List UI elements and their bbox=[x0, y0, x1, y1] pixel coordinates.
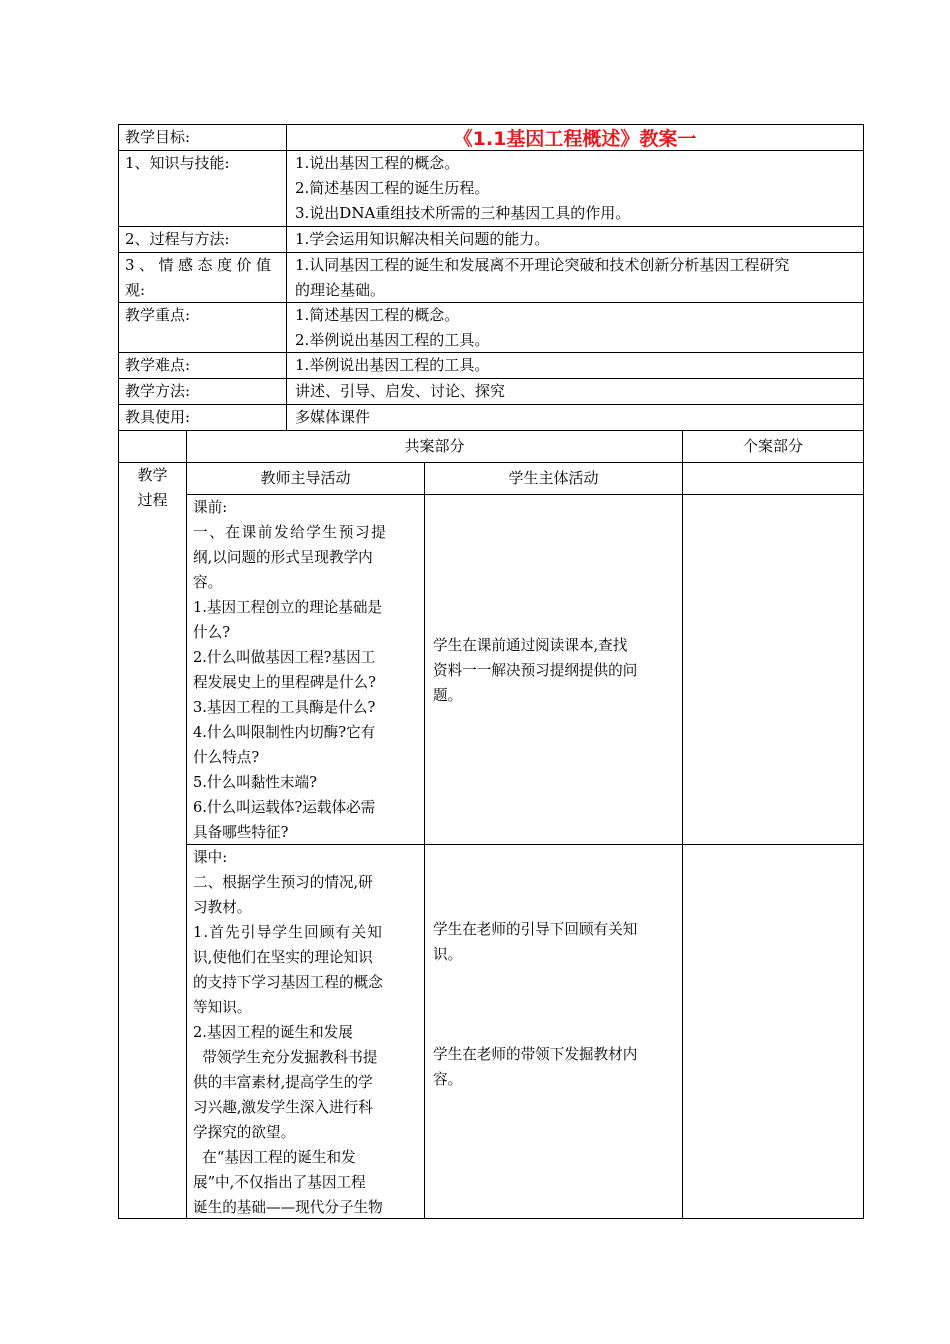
table-border-top bbox=[118, 124, 864, 125]
attitude-item: 1.认同基因工程的诞生和发展离不开理论突破和技术创新分析基因工程研究 bbox=[295, 256, 790, 274]
key-points-items bbox=[295, 303, 489, 353]
knowledge-item: 3.说出DNA重组技术所需的三种基因工具的作用。 bbox=[295, 204, 631, 222]
methods-value: 讲述、引导、启发、讨论、探究 bbox=[295, 382, 506, 400]
teacher-line: 5.什么叫黏性末端? bbox=[193, 774, 317, 791]
difficulty-item: 1.举例说出基因工程的工具。 bbox=[295, 356, 490, 374]
column-divider bbox=[186, 430, 187, 1218]
teacher-line: 1.基因工程创立的理论基础是 bbox=[193, 599, 383, 616]
student-activity-explore bbox=[433, 1042, 637, 1092]
teacher-line: 2.基因工程的诞生和发展 bbox=[193, 1024, 353, 1041]
teaching-process-label bbox=[119, 463, 186, 513]
knowledge-item: 1.说出基因工程的概念。 bbox=[295, 154, 460, 172]
student-line: 资料一一解决预习提纲提供的问 bbox=[433, 662, 638, 679]
teacher-line: 二、根据学生预习的情况,研 bbox=[193, 874, 373, 891]
student-line: 容。 bbox=[433, 1071, 463, 1088]
teacher-line: 容。 bbox=[193, 574, 223, 591]
key-point-item: 2.举例说出基因工程的工具。 bbox=[295, 331, 490, 349]
knowledge-label: 1、知识与技能: bbox=[125, 154, 230, 172]
tools-label: 教具使用: bbox=[125, 408, 191, 426]
teacher-line: 纲,以问题的形式呈现教学内 bbox=[193, 549, 373, 566]
teacher-line: 供的丰富素材,提高学生的学 bbox=[193, 1074, 373, 1091]
attitude-label bbox=[125, 253, 276, 303]
student-line: 识。 bbox=[433, 946, 463, 963]
key-point-item: 1.简述基因工程的概念。 bbox=[295, 306, 460, 324]
student-line: 学生在课前通过阅读课本,查找 bbox=[433, 637, 628, 654]
knowledge-item: 2.简述基因工程的诞生历程。 bbox=[295, 179, 490, 197]
shared-section-header: 共案部分 bbox=[404, 437, 465, 455]
teacher-line: 什么特点? bbox=[193, 749, 260, 766]
row-divider bbox=[118, 352, 864, 353]
process-item: 1.学会运用知识解决相关问题的能力。 bbox=[295, 230, 550, 248]
attitude-item: 的理论基础。 bbox=[295, 281, 386, 299]
teacher-line: 带领学生充分发掘教科书提 bbox=[193, 1049, 378, 1066]
teacher-line: 课前: bbox=[193, 499, 228, 516]
teacher-line: 识,使他们在坚实的理论知识 bbox=[193, 949, 373, 966]
teacher-line: 习兴趣,激发学生深入进行科 bbox=[193, 1099, 373, 1116]
attitude-label-line: 观: bbox=[125, 281, 146, 299]
individual-section-header: 个案部分 bbox=[742, 437, 803, 455]
column-divider bbox=[286, 124, 287, 430]
teacher-line: 习教材。 bbox=[193, 899, 252, 916]
teacher-activity-header: 教师主导活动 bbox=[260, 469, 351, 487]
column-divider bbox=[682, 430, 683, 1218]
objectives-label: 教学目标: bbox=[125, 128, 191, 146]
teacher-activity-in-class bbox=[193, 845, 383, 1220]
teacher-line: 1.首先引导学生回顾有关知 bbox=[193, 924, 384, 941]
student-activity-review bbox=[433, 917, 637, 967]
student-activity-before-class bbox=[433, 633, 637, 708]
knowledge-items bbox=[295, 151, 630, 226]
student-line: 学生在老师的引导下回顾有关知 bbox=[433, 921, 638, 938]
methods-label: 教学方法: bbox=[125, 382, 191, 400]
teacher-line: 6.什么叫运载体?运载体必需 bbox=[193, 799, 376, 816]
page-title: 《1.1基因工程概述》教案一 bbox=[453, 128, 697, 150]
teacher-line: 课中: bbox=[193, 849, 228, 866]
teacher-line: 2.什么叫做基因工程?基因工 bbox=[193, 649, 376, 666]
student-activity-header: 学生主体活动 bbox=[508, 469, 599, 487]
side-label-line: 过程 bbox=[137, 491, 168, 509]
table-border-right bbox=[863, 124, 864, 1219]
student-line: 题。 bbox=[433, 687, 463, 704]
teacher-line: 学探究的欲望。 bbox=[193, 1124, 296, 1141]
teacher-line: 诞生的基础——现代分子生物 bbox=[193, 1199, 383, 1216]
teacher-line: 的支持下学习基因工程的概念 bbox=[193, 974, 383, 991]
teacher-line: 3.基因工程的工具酶是什么? bbox=[193, 699, 376, 716]
teacher-line: 什么? bbox=[193, 624, 231, 641]
table-border-left bbox=[118, 124, 119, 1219]
key-points-label: 教学重点: bbox=[125, 306, 191, 324]
teacher-line: 一、在课前发给学生预习提 bbox=[193, 524, 388, 541]
tools-value: 多媒体课件 bbox=[295, 408, 371, 426]
teacher-line: 程发展史上的里程碑是什么? bbox=[193, 674, 376, 691]
teacher-line: 在“基因工程的诞生和发 bbox=[193, 1149, 356, 1166]
teacher-line: 具备哪些特征? bbox=[193, 824, 289, 841]
teacher-line: 展”中,不仅指出了基因工程 bbox=[193, 1174, 366, 1191]
row-divider bbox=[118, 430, 864, 431]
difficulties-label: 教学难点: bbox=[125, 356, 191, 374]
teacher-activity-before-class bbox=[193, 495, 387, 845]
student-line: 学生在老师的带领下发掘教材内 bbox=[433, 1046, 638, 1063]
attitude-label-line: 3、情感态度价值 bbox=[125, 256, 276, 274]
process-label: 2、过程与方法: bbox=[125, 230, 230, 248]
teacher-line: 等知识。 bbox=[193, 999, 252, 1016]
column-divider bbox=[424, 462, 425, 1218]
row-divider bbox=[118, 404, 864, 405]
teacher-line: 4.什么叫限制性内切酶?它有 bbox=[193, 724, 376, 741]
row-divider bbox=[118, 462, 864, 463]
side-label-line: 教学 bbox=[137, 466, 168, 484]
attitude-items bbox=[295, 253, 789, 303]
